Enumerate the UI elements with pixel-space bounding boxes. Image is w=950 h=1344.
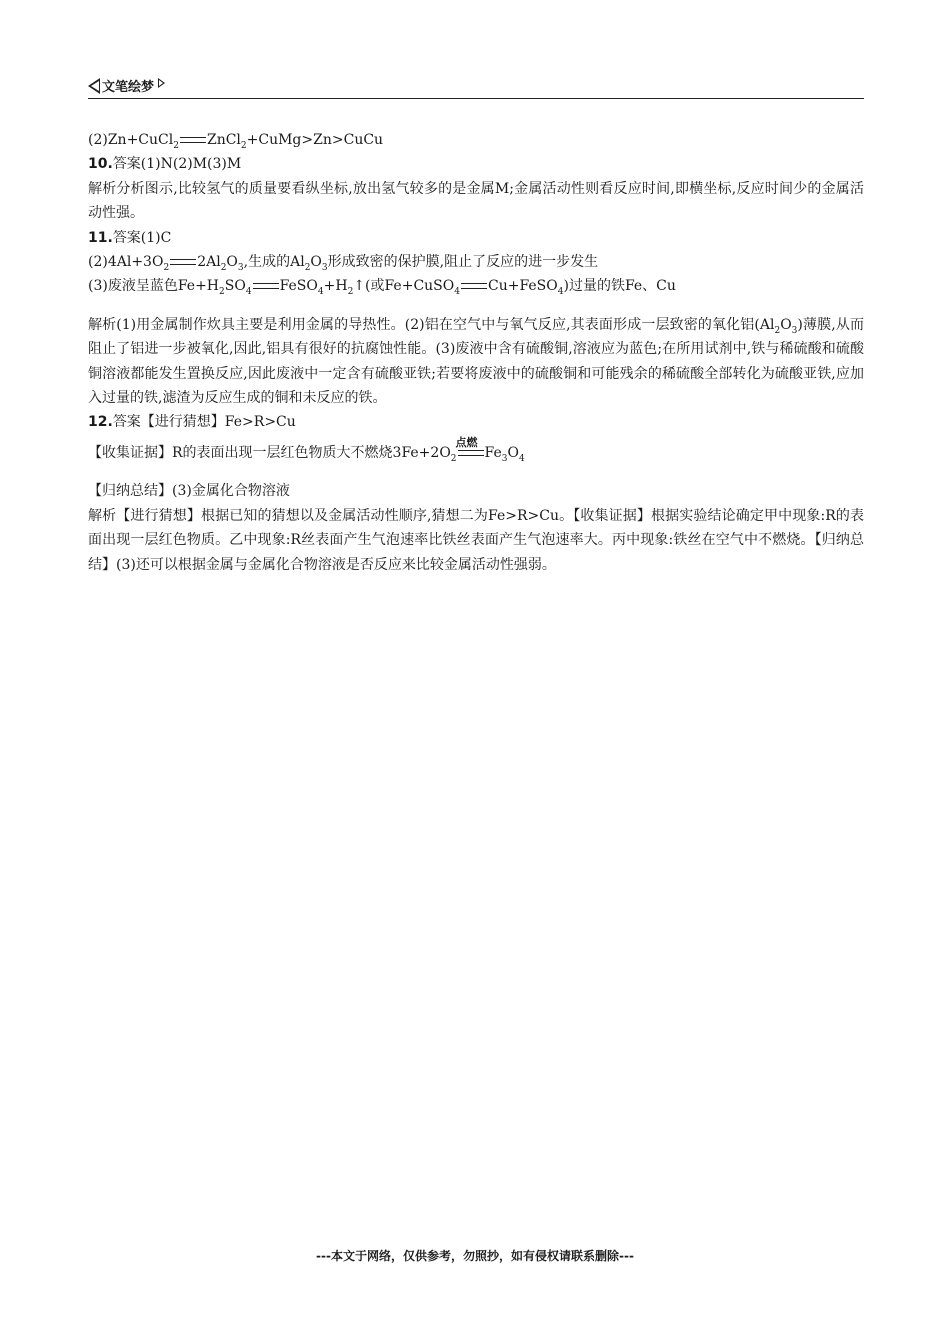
brand-logo xyxy=(88,76,165,95)
question-10-answer: 10.答案(1)N(2)M(3)M xyxy=(88,156,242,173)
triangle-left-icon xyxy=(88,78,100,94)
question-11-part-2: $(2)4Al+3O_2$ $2Al_2O_3$,生成的$Al_2O_3$形成致密的保护膜,阻止了反应的进一步发生 xyxy=(88,254,599,273)
question-10-analysis: 解析分析图示,比较氢气的质量要看纵坐标,放出氢气较多的是金属M;金属活动性则看反应时间,即横坐标,反应时间少的金属活动性强。 xyxy=(88,180,864,222)
equals-sign-icon xyxy=(461,283,487,289)
brand-name: 文笔绘梦 xyxy=(102,80,155,95)
question-12-answer: 12.答案【进行猜想】Fe>R>Cu xyxy=(88,414,296,431)
page-header xyxy=(88,72,864,99)
footer-disclaimer: ---本文于网络，仅供参考，勿照抄，如有侵权请联系删除--- xyxy=(316,1249,634,1263)
question-12-evidence: 【收集证据】R的表面出现一层红色物质大不燃烧$3Fe+2O_2$ 点燃 $Fe_3O_4$ xyxy=(88,435,525,464)
equals-sign-icon xyxy=(180,137,206,143)
answer-content xyxy=(88,128,864,577)
question-11-part-3: (3)废液呈蓝色$Fe+H_2SO_4$ $FeSO_4+H_2↑$(或Fe+CuSO$_4$ Cu+FeSO$_4$)过量的铁Fe、Cu xyxy=(88,278,676,298)
triangle-right-icon xyxy=(158,78,165,88)
answer-line: (2)Zn+CuCl$_2$ ZnCl$_2$+CuMg>Zn>CuCu xyxy=(88,132,384,151)
question-12-summary: 【归纳总结】(3)金属化合物溶液 xyxy=(88,483,290,500)
reaction-condition: 点燃 xyxy=(458,450,484,456)
equals-sign-icon xyxy=(253,283,279,289)
question-11-analysis: 解析(1)用金属制作炊具主要是利用金属的导热性。(2)铝在空气中与氧气反应,其表面形成一层致密的氧化铝$(Al_2O_3)$薄膜,从而阻止了铝进一步被氧化,因此,铝具有很好的抗腐蚀性能。(3)废液中含有硫酸铜,溶液应为蓝色;在所用试剂中,铁与稀硫酸和硫酸铜溶液都能发生置换反应,因此废液中一定含有硫酸亚铁;若要将废液中的硫酸铜和可能残余的稀硫酸全部转化为硫酸亚铁,应加入过量的铁,滤渣为反应生成的铜和未反应的铁。 xyxy=(88,316,864,407)
equals-sign-icon xyxy=(170,259,196,265)
question-12-analysis: 解析【进行猜想】根据已知的猜想以及金属活动性顺序,猜想二为Fe>R>Cu。【收集证据】根据实验结论确定甲中现象:R的表面出现一层红色物质。乙中现象:R丝表面产生气泡速率比铁丝表面产生气泡速率大。丙中现象:铁丝在空气中不燃烧。【归纳总结】(3)还可以根据金属与金属化合物溶液是否反应来比较金属活动性强弱。 xyxy=(88,507,864,573)
question-11-answer: 11.答案(1)C xyxy=(88,229,172,246)
